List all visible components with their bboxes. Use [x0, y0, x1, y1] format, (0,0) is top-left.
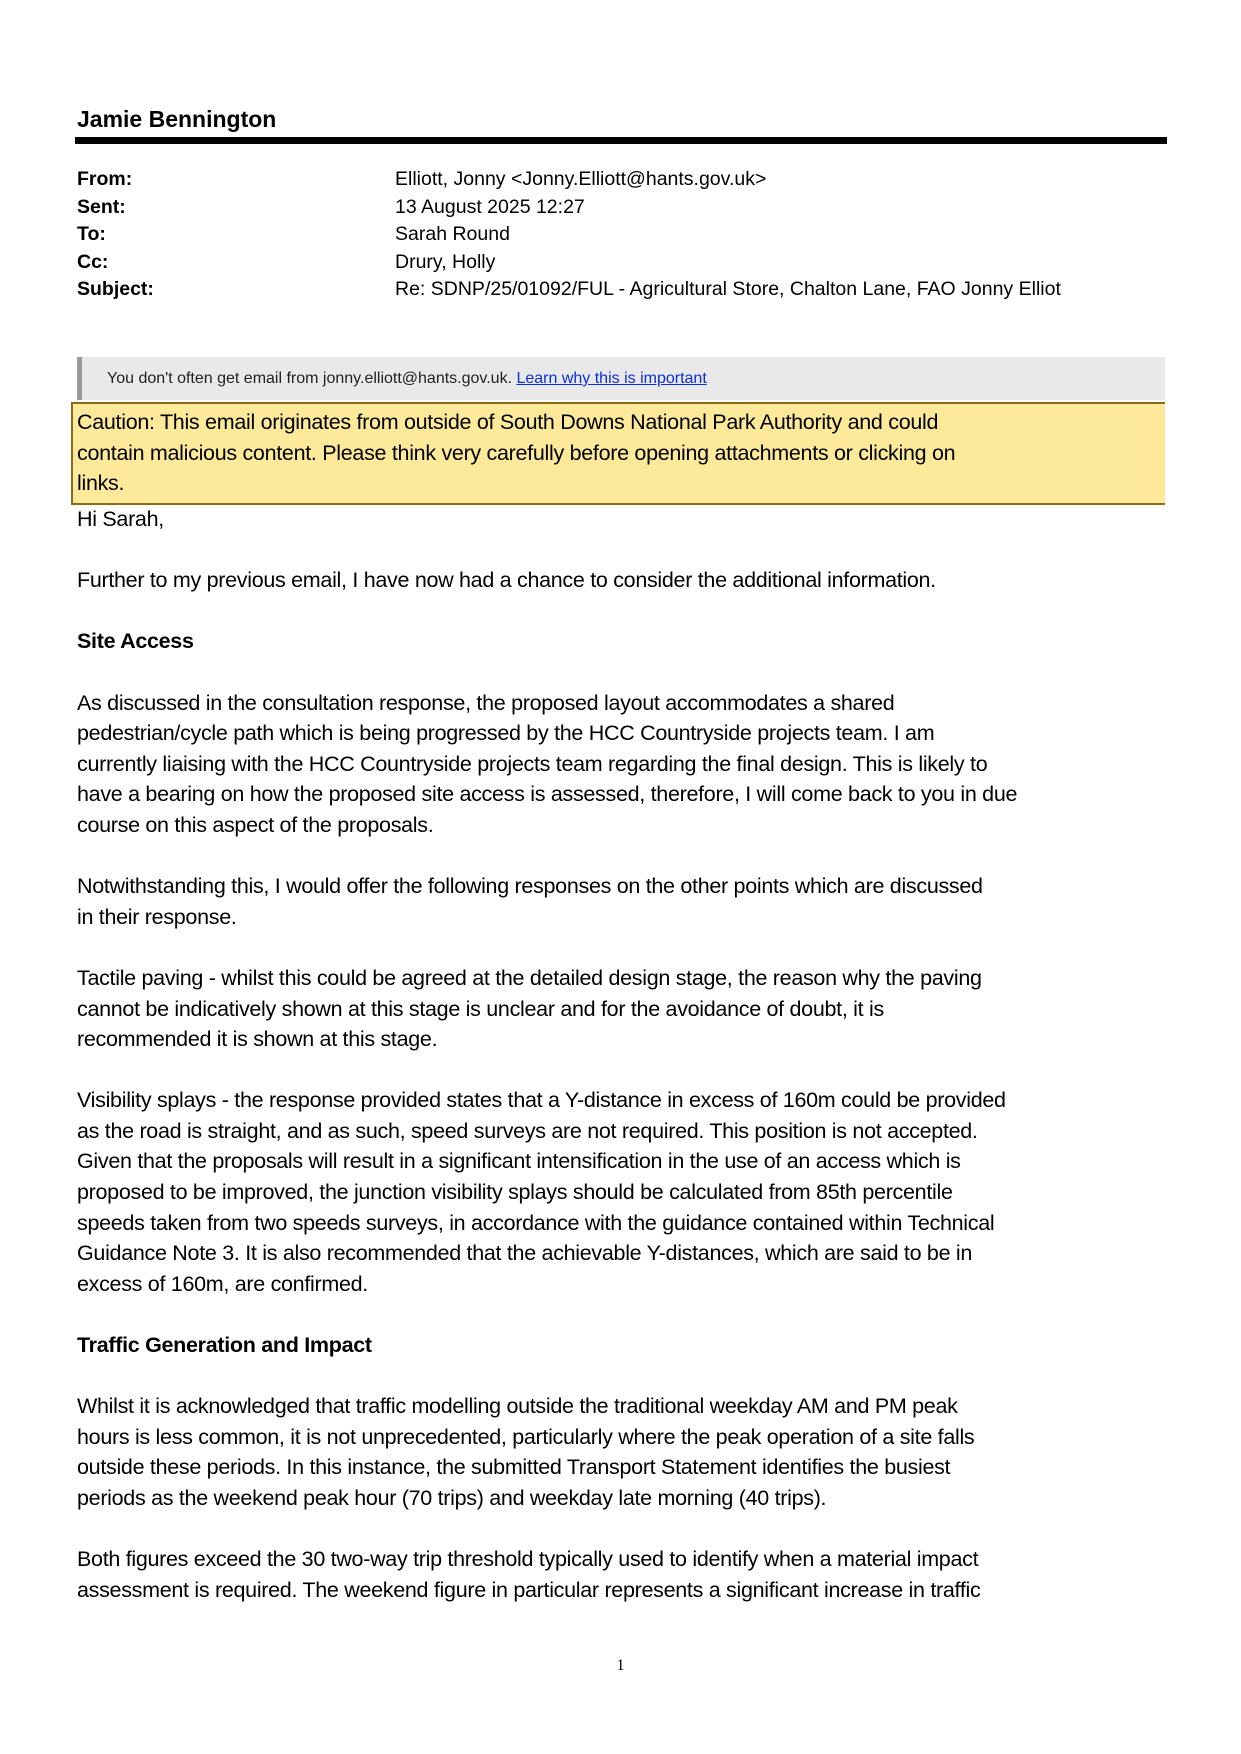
page-number: 1 [616, 1657, 625, 1674]
header-value: 13 August 2025 12:27 [395, 195, 585, 218]
recipient-name: Jamie Bennington [77, 106, 277, 132]
header-to [77, 221, 1061, 249]
header-value: Re: SDNP/25/01092/FUL - Agricultural Store, Chalton Lane, FAO Jonny Elliot [395, 278, 1061, 301]
text-line: Further to my previous email, I have now had a chance to consider the additional information. [77, 568, 936, 593]
email-body [77, 504, 1177, 1636]
header-value: Elliott, Jonny <Jonny.Elliott@hants.gov.uk> [395, 168, 767, 190]
text-line: Guidance Note 3. It is also recommended that the achievable Y-distances, which are said to be in [77, 1241, 973, 1266]
header-rule [75, 137, 1167, 144]
learn-why-link[interactable]: Learn why this is important [516, 370, 707, 387]
text-line: Notwithstanding this, I would offer the following responses on the other points which are discussed [77, 874, 983, 899]
text-line: Both figures exceed the 30 two-way trip threshold typically used to identify when a material impact [77, 1547, 979, 1572]
text-line: speeds taken from two speeds surveys, in accordance with the guidance contained within Technical [77, 1210, 995, 1235]
caution-line: Caution: This email originates from outside of South Downs National Park Authority and could [77, 410, 939, 434]
text-line: excess of 160m, are confirmed. [77, 1271, 368, 1296]
header-cc [77, 249, 1061, 277]
header-label: To: [77, 223, 106, 246]
text-line: course on this aspect of the proposals. [77, 812, 434, 837]
header-label: From: [77, 168, 133, 190]
text-line: Hi Sarah, [77, 507, 164, 531]
caution-line: links. [77, 471, 125, 495]
text-line: proposed to be improved, the junction visibility splays should be calculated from 85th percentile [77, 1180, 953, 1205]
external-sender-banner [77, 357, 1165, 400]
text-line: Traffic Generation and Impact [77, 1333, 372, 1358]
banner-text: You don't often get email from jonny.elliott@hants.gov.uk. [107, 370, 517, 387]
paragraph [77, 1085, 1177, 1299]
paragraph [77, 871, 1177, 932]
text-line: As discussed in the consultation response, the proposed layout accommodates a shared [77, 690, 895, 715]
caution-line: contain malicious content. Please think very carefully before opening attachments or clicking on [77, 440, 956, 465]
text-line: in their response. [77, 904, 237, 929]
text-line: Whilst it is acknowledged that traffic modelling outside the traditional weekday AM and PM peak [77, 1394, 958, 1419]
paragraph [77, 688, 1177, 841]
paragraph [77, 1544, 1177, 1605]
header-value: Drury, Holly [395, 250, 496, 273]
header-label: Sent: [77, 195, 126, 218]
header-subject [77, 276, 1061, 304]
text-line: Site Access [77, 629, 194, 654]
text-line: Tactile paving - whilst this could be agreed at the detailed design stage, the reason why the paving [77, 965, 982, 990]
paragraph [77, 504, 1177, 535]
text-line: recommended it is shown at this stage. [77, 1027, 438, 1052]
text-line: cannot be indicatively shown at this stage is unclear and for the avoidance of doubt, it is [77, 996, 884, 1021]
paragraph [77, 565, 1177, 596]
header-sent [77, 194, 1061, 222]
section-heading [77, 1330, 1177, 1361]
caution-notice [71, 402, 1165, 505]
text-line: outside these periods. In this instance, the submitted Transport Statement identifies the busiest [77, 1455, 951, 1480]
text-line: hours is less common, it is not unprecedented, particularly where the peak operation of a site falls [77, 1424, 975, 1449]
text-line: Given that the proposals will result in a significant intensification in the use of an access which is [77, 1149, 961, 1174]
text-line: assessment is required. The weekend figure in particular represents a significant increase in traffic [77, 1577, 981, 1602]
text-line: pedestrian/cycle path which is being progressed by the HCC Countryside projects team. I am [77, 721, 935, 746]
text-line: Visibility splays - the response provided states that a Y-distance in excess of 160m could be provided [77, 1088, 1006, 1113]
header-value: Sarah Round [395, 223, 510, 246]
email-headers [77, 166, 1061, 304]
text-line: have a bearing on how the proposed site access is assessed, therefore, I will come back to you in due [77, 782, 1018, 807]
header-from [77, 166, 1061, 194]
text-line: periods as the weekend peak hour (70 trips) and weekday late morning (40 trips). [77, 1486, 827, 1510]
header-label: Subject: [77, 278, 154, 301]
header-label: Cc: [77, 250, 109, 273]
paragraph [77, 1391, 1177, 1513]
paragraph [77, 963, 1177, 1055]
text-line: currently liaising with the HCC Countryside projects team regarding the final design. This is likely to [77, 751, 988, 776]
section-heading [77, 626, 1177, 657]
text-line: as the road is straight, and as such, speed surveys are not required. This position is not accepted. [77, 1118, 978, 1143]
